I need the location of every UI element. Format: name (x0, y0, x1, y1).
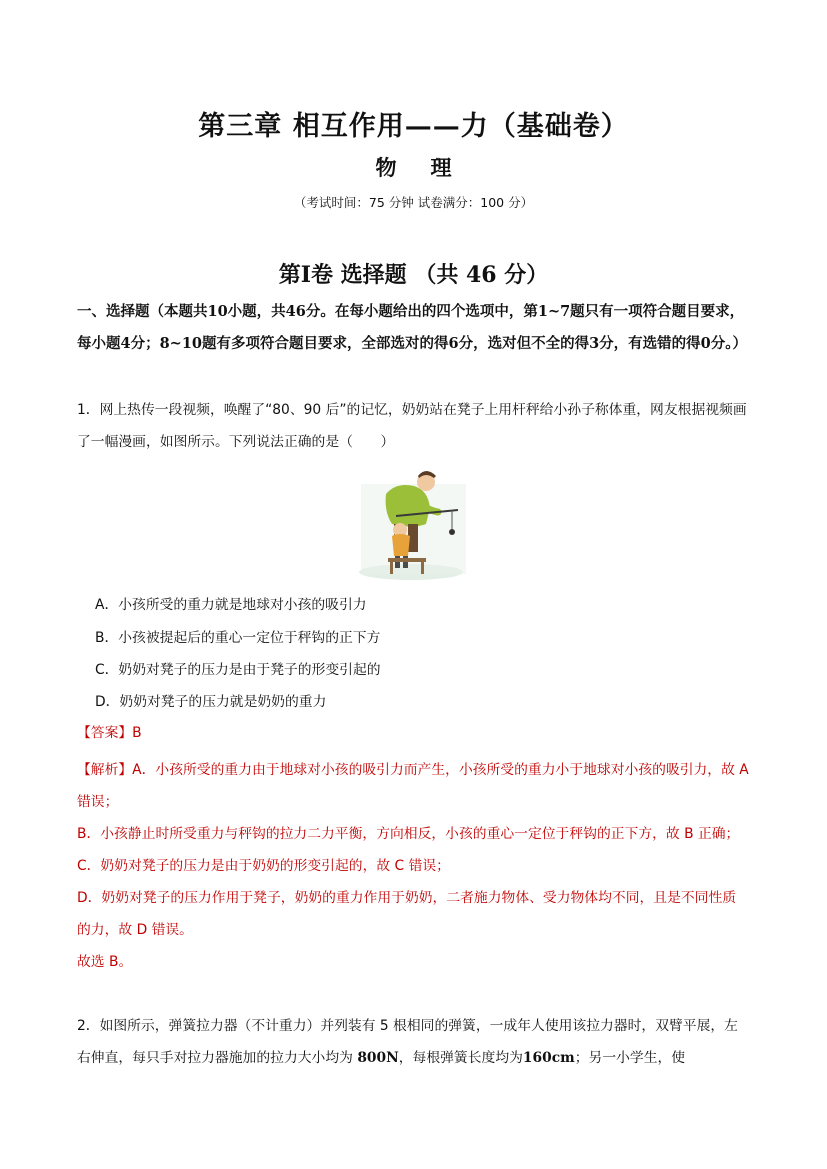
illustration-svg (356, 464, 472, 582)
answer-label: 【答案】B (77, 725, 142, 741)
analysis-line-d: D．奶奶对凳子的压力作用于凳子，奶奶的重力作用于奶奶，二者施力物体、受力物体均不同，且是不同性质的力，故 D 错误。 (77, 890, 737, 938)
subject-label: 物理 (375, 155, 486, 180)
analysis-line-c: C．奶奶对凳子的压力是由于奶奶的形变引起的，故 C 错误； (77, 858, 450, 874)
option-d: D．奶奶对凳子的压力就是奶奶的重力 (95, 694, 327, 710)
section-heading: 第Ⅰ卷 选择题 （共 46 分） (278, 262, 549, 288)
analysis-conclusion: 故选 B。 (77, 954, 133, 970)
q2-text-middle: ，每根弹簧长度均为 (398, 1050, 523, 1066)
page-title: 第三章 相互作用——力（基础卷） (198, 111, 629, 142)
analysis-line-a: 【解析】A．小孩所受的重力由于地球对小孩的吸引力而产生，小孩所受的重力小于地球对小孩的吸引力，故 A 错误； (77, 762, 749, 810)
q2-length-value: 160cm (522, 1050, 575, 1066)
grandma-weighing-child-illustration (356, 464, 472, 582)
exam-info: （考试时间：75 分钟 试卷满分：100 分） (293, 195, 534, 210)
section-instructions: 一、选择题（本题共10小题，共46分。在每小题给出的四个选项中，第1~7题只有一项符合题目要求，每小题4分；8~10题有多项符合题目要求，全部选对的得6分，选对但不全的得3分，有选错的得0分。） (77, 303, 748, 352)
question-2-stem (77, 1010, 749, 1074)
question-1-stem: 1．网上热传一段视频，唤醒了“80、90 后”的记忆，奶奶站在凳子上用杆秤给小孙子称体重，网友根据视频画了一幅漫画，如图所示。下列说法正确的是（ ） (77, 402, 747, 450)
analysis-block (77, 754, 749, 978)
option-a: A．小孩所受的重力就是地球对小孩的吸引力 (95, 597, 367, 613)
q2-text-before: 2．如图所示，弹簧拉力器（不计重力）并列装有 5 根相同的弹簧，一成年人使用该拉力器时，双臂平展，左右伸直，每只手对拉力器施加的拉力大小均为 (77, 1018, 738, 1066)
q2-text-after: ；另一小学生，使 (574, 1050, 686, 1066)
analysis-line-b: B．小孩静止时所受重力与秤钩的拉力二力平衡，方向相反，小孩的重心一定位于秤钩的正下方，故 B 正确； (77, 826, 740, 842)
option-c: C．奶奶对凳子的压力是由于凳子的形变引起的 (95, 662, 381, 678)
option-b: B．小孩被提起后的重心一定位于秤钩的正下方 (95, 630, 381, 646)
q2-force-value: 800N (357, 1050, 399, 1066)
